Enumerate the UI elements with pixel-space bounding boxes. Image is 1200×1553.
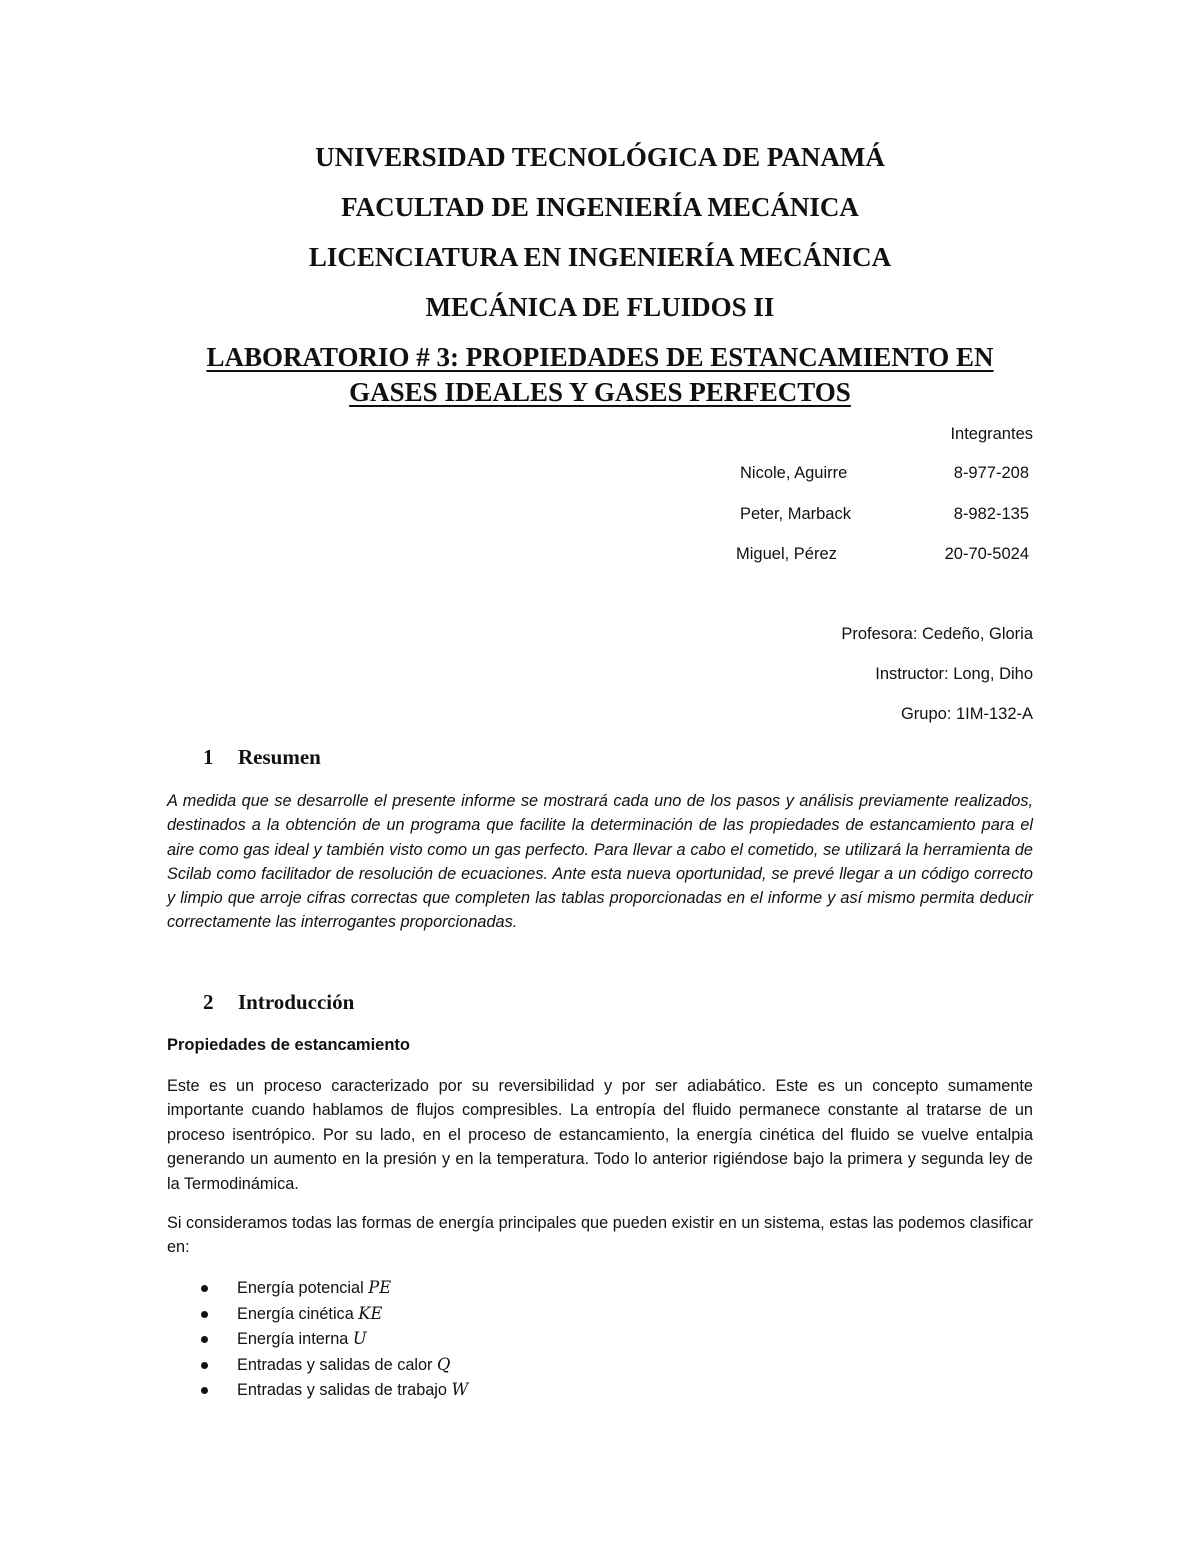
list-item-text: Energía cinética [237,1304,359,1323]
course-title: MECÁNICA DE FLUIDOS II [425,292,775,322]
math-symbol: KE [358,1303,383,1323]
subheading-propiedades: Propiedades de estancamiento [167,1036,410,1054]
member-name: Peter, Marback [740,505,851,523]
lab-title-line-2: GASES IDEALES Y GASES PERFECTOS [349,377,851,407]
list-item-text: Energía interna [237,1330,353,1349]
list-item [167,1352,468,1378]
member-name: Nicole, Aguirre [740,464,848,482]
member-id: 20-70-5024 [944,545,1029,563]
faculty-title: FACULTAD DE INGENIERÍA MECÁNICA [341,192,859,222]
math-symbol: Q [437,1354,451,1374]
section-title: Introducción [238,990,355,1014]
energy-list [167,1275,468,1403]
bullet-icon [201,1336,208,1343]
math-symbol: U [352,1329,367,1349]
section-number: 1 [203,745,214,769]
bullet-icon [201,1362,208,1369]
bullet-icon [201,1285,208,1292]
list-item [167,1301,468,1327]
degree-title: LICENCIATURA EN INGENIERÍA MECÁNICA [308,242,892,272]
list-item-text: Entradas y salidas de calor [237,1355,438,1374]
instructor-line: Instructor: Long, Diho [875,665,1033,683]
list-item-text: Entradas y salidas de trabajo [237,1381,452,1400]
lab-title-line-1: LABORATORIO # 3: PROPIEDADES DE ESTANCAMIENTO EN [206,342,994,372]
section-heading-introduccion [203,990,354,1015]
list-item [167,1275,468,1301]
list-item [167,1377,468,1403]
abstract-paragraph: A medida que se desarrolle el presente informe se mostrará cada uno de los pasos y análisis previamente realizados, destinados a la obtención de un programa que facilite la determinación de las propiedades de estancamiento para el aire como gas ideal y también visto como un gas perfecto. Para llevar a cabo el cometido, se utilizará la herramienta de Scilab como facilitador de resolución de ecuaciones. Ante esta nueva oportunidad, se prevé llegar a un código correcto y limpio que arroje cifras correctas que completen las tablas proporcionadas en el informe y así mismo permita deducir correctamente las interrogantes proporcionadas. [167,792,1033,932]
group-line: Grupo: 1IM-132-A [900,705,1033,723]
members-label: Integrantes [950,425,1033,443]
professor-line: Profesora: Cedeño, Gloria [841,625,1033,643]
section-number: 2 [203,990,214,1014]
member-id: 8-977-208 [953,464,1029,482]
bullet-icon [201,1311,208,1318]
math-symbol: W [451,1380,469,1400]
intro-paragraph-1: Este es un proceso caracterizado por su reversibilidad y por ser adiabático. Este es un concepto sumamente importante cuando hablamos de flujos compresibles. La entropía del fluido permanece constante al tratarse de un proceso isentrópico. Por su lado, en el proceso de estancamiento, la energía cinética del fluido se vuelve entalpia generando un aumento en la presión y en la temperatura. Todo lo anterior rigiéndose bajo la primera y segunda ley de la Termodinámica. [167,1077,1033,1193]
member-name: Miguel, Pérez [736,545,837,563]
math-symbol: PE [368,1278,392,1297]
member-id: 8-982-135 [953,505,1029,523]
lab-title [150,340,1050,410]
intro-paragraph-2: Si consideramos todas las formas de energía principales que pueden existir en un sistema, estas las podemos clasificar en: [167,1214,1033,1257]
section-title: Resumen [238,745,321,769]
bullet-icon [201,1387,208,1394]
list-item-text: Energía potencial [237,1279,369,1297]
list-item [167,1326,468,1352]
section-heading-resumen [203,745,321,770]
university-title: UNIVERSIDAD TECNOLÓGICA DE PANAMÁ [315,142,885,172]
